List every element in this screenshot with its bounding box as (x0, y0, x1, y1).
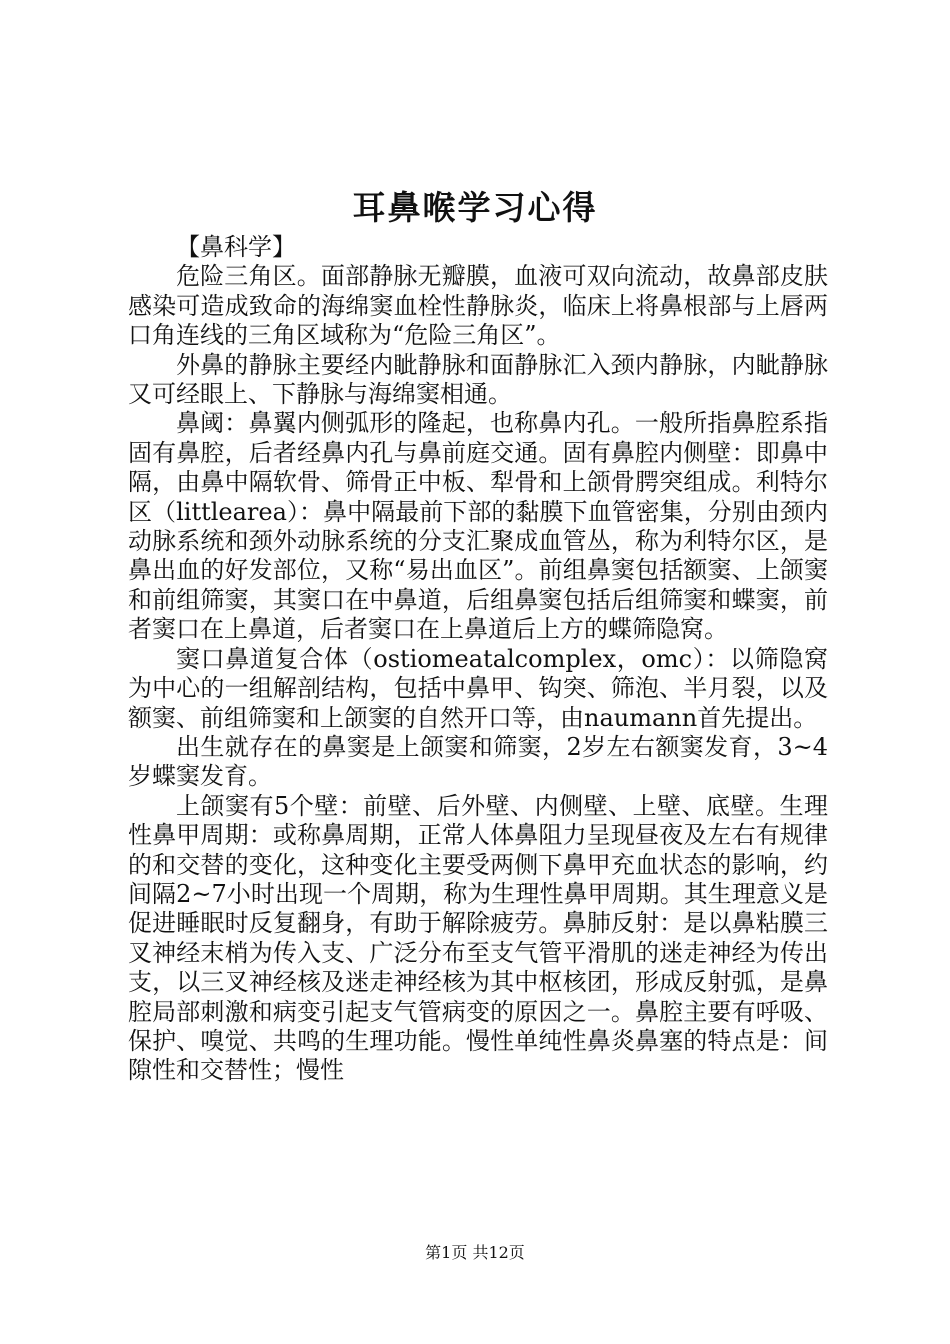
paragraph: 外鼻的静脉主要经内眦静脉和面静脉汇入颈内静脉，内眦静脉又可经眼上、下静脉与海绵窦相通。 (128, 350, 828, 409)
paragraph: 鼻阈：鼻翼内侧弧形的隆起，也称鼻内孔。一般所指鼻腔系指固有鼻腔，后者经鼻内孔与鼻前庭交通。固有鼻腔内侧壁：即鼻中隔，由鼻中隔软骨、筛骨正中板、犁骨和上颌骨腭突组成。利特尔区（littlearea）：鼻中隔最前下部的黏膜下血管密集，分别由颈内动脉系统和颈外动脉系统的分支汇聚成血管丛，称为利特尔区，是鼻出血的好发部位，又称“易出血区”。前组鼻窦包括额窦、上颌窦和前组筛窦，其窦口在中鼻道，后组鼻窦包括后组筛窦和蝶窦，前者窦口在上鼻道，后者窦口在上鼻道后上方的蝶筛隐窝。 (128, 409, 828, 644)
paragraph-section-heading: 【鼻科学】 (176, 233, 296, 261)
paragraph: 窦口鼻道复合体（ostiomeatalcomplex，omc）：以筛隐窝为中心的一组解剖结构，包括中鼻甲、钩突、筛泡、半月裂，以及额窦、前组筛窦和上颌窦的自然开口等，由naumann首先提出。 (128, 644, 828, 732)
document-title: 耳鼻喉学习心得 (352, 188, 598, 227)
page-footer: 第1页 共12页 (425, 1243, 525, 1262)
paragraph: 危险三角区。面部静脉无瓣膜，血液可双向流动，故鼻部皮肤感染可造成致命的海绵窦血栓性静脉炎，临床上将鼻根部与上唇两口角连线的三角区域称为“危险三角区”。 (128, 262, 828, 350)
document-body (128, 233, 828, 1086)
paragraph: 上颌窦有5个壁：前壁、后外壁、内侧壁、上壁、底壁。生理性鼻甲周期：或称鼻周期，正常人体鼻阻力呈现昼夜及左右有规律的和交替的变化，这种变化主要受两侧下鼻甲充血状态的影响，约间隔2~7小时出现一个周期，称为生理性鼻甲周期。其生理意义是促进睡眠时反复翻身，有助于解除疲劳。鼻肺反射：是以鼻粘膜三叉神经末梢为传入支、广泛分布至支气管平滑肌的迷走神经为传出支，以三叉神经核及迷走神经核为其中枢核团，形成反射弧，是鼻腔局部刺激和病变引起支气管病变的原因之一。鼻腔主要有呼吸、保护、嗅觉、共鸣的生理功能。慢性单纯性鼻炎鼻塞的特点是：间隙性和交替性；慢性 (128, 791, 828, 1085)
paragraph: 出生就存在的鼻窦是上颌窦和筛窦，2岁左右额窦发育，3~4岁蝶窦发育。 (128, 732, 828, 791)
